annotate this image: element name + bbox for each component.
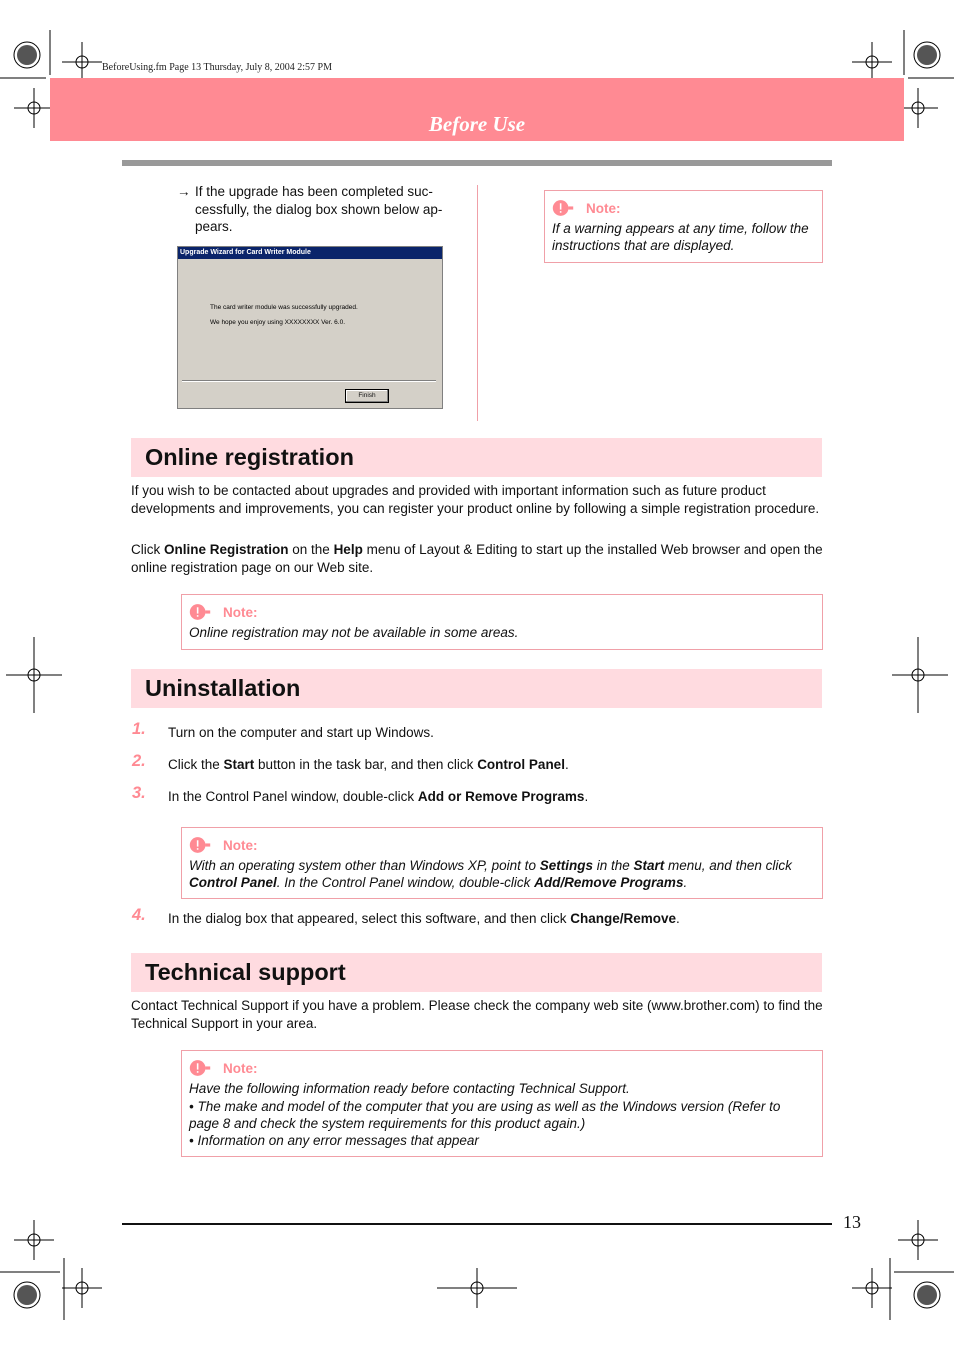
support-paragraph: Contact Technical Support if you have a problem. Please check the company web site (www.brother.com) to find the Technical Support in your area. [131,998,823,1031]
step-text: Click the Start button in the task bar, and then click Control Panel. [168,757,569,772]
note-box-warning [544,190,823,263]
header-rule [122,160,832,166]
note-label: Note: [586,200,621,216]
online-paragraph-2: Click Online Registration on the Help menu of Layout & Editing to start up the installed Web browser and open the online registration page on our Web site. [131,542,823,575]
note-icon [189,1058,211,1078]
note-label: Note: [223,1060,258,1076]
note-text: Have the following information ready before contacting Technical Support. [189,1081,630,1096]
page-number: 13 [843,1212,861,1232]
section-title: Technical support [145,959,346,985]
note-label: Note: [223,837,258,853]
page-header-title: Before Use [428,112,526,136]
note-icon [189,602,211,622]
header-banner [50,78,904,141]
step-number: 2. [132,752,146,770]
intro-text: If the upgrade has been completed suc-cessfully, the dialog box shown below ap-pears. [195,184,443,234]
step-number: 3. [132,784,146,802]
footer-rule [122,1223,832,1225]
arrow-icon: → [177,184,191,199]
note-bullet: • Information on any error messages that appear [189,1133,479,1148]
section-heading-online [131,438,822,477]
section-heading-support [131,953,822,992]
section-title: Uninstallation [145,675,301,701]
dialog-message-2: We hope you enjoy using XXXXXXXX Ver. 6.0. [210,319,346,326]
dialog-screenshot [177,246,443,409]
step-number: 4. [132,906,146,924]
step-number: 1. [132,720,146,738]
online-paragraph-1: If you wish to be contacted about upgrades and provided with important information such as future product developments and improvements, you can register your product online by following a simple registration procedure. [131,483,820,516]
note-icon [189,835,211,855]
note-text: With an operating system other than Windows XP, point to Settings in the Start menu, and then click Control Panel. In the Control Panel window, double-click Add/Remove Programs. [189,858,792,890]
printer-line: BeforeUsing.fm Page 13 Thursday, July 8, 2004 2:57 PM [102,62,332,73]
dialog-message-1: The card writer module was successfully upgraded. [210,304,358,311]
finish-button: Finish [345,389,389,403]
note-text: Online registration may not be available in some areas. [189,625,519,640]
note-box-uninstall [181,827,823,899]
step-text: In the dialog box that appeared, select this software, and then click Change/Remove. [168,911,680,926]
column-divider [477,185,478,421]
note-box-online [181,594,823,650]
note-bullet: • The make and model of the computer that you are using as well as the Windows version (Refer to page 8 and check the system requirements for this product again.) [189,1099,781,1131]
section-heading-uninstall [131,669,822,708]
note-label: Note: [223,604,258,620]
step-text: In the Control Panel window, double-click Add or Remove Programs. [168,789,589,804]
note-text: If a warning appears at any time, follow the instructions that are displayed. [552,221,809,253]
note-icon [552,198,574,218]
dialog-title: Upgrade Wizard for Card Writer Module [178,247,442,259]
note-box-support [181,1050,823,1157]
dialog-separator [182,380,436,382]
section-title: Online registration [145,444,354,470]
step-text: Turn on the computer and start up Windows. [168,725,434,740]
